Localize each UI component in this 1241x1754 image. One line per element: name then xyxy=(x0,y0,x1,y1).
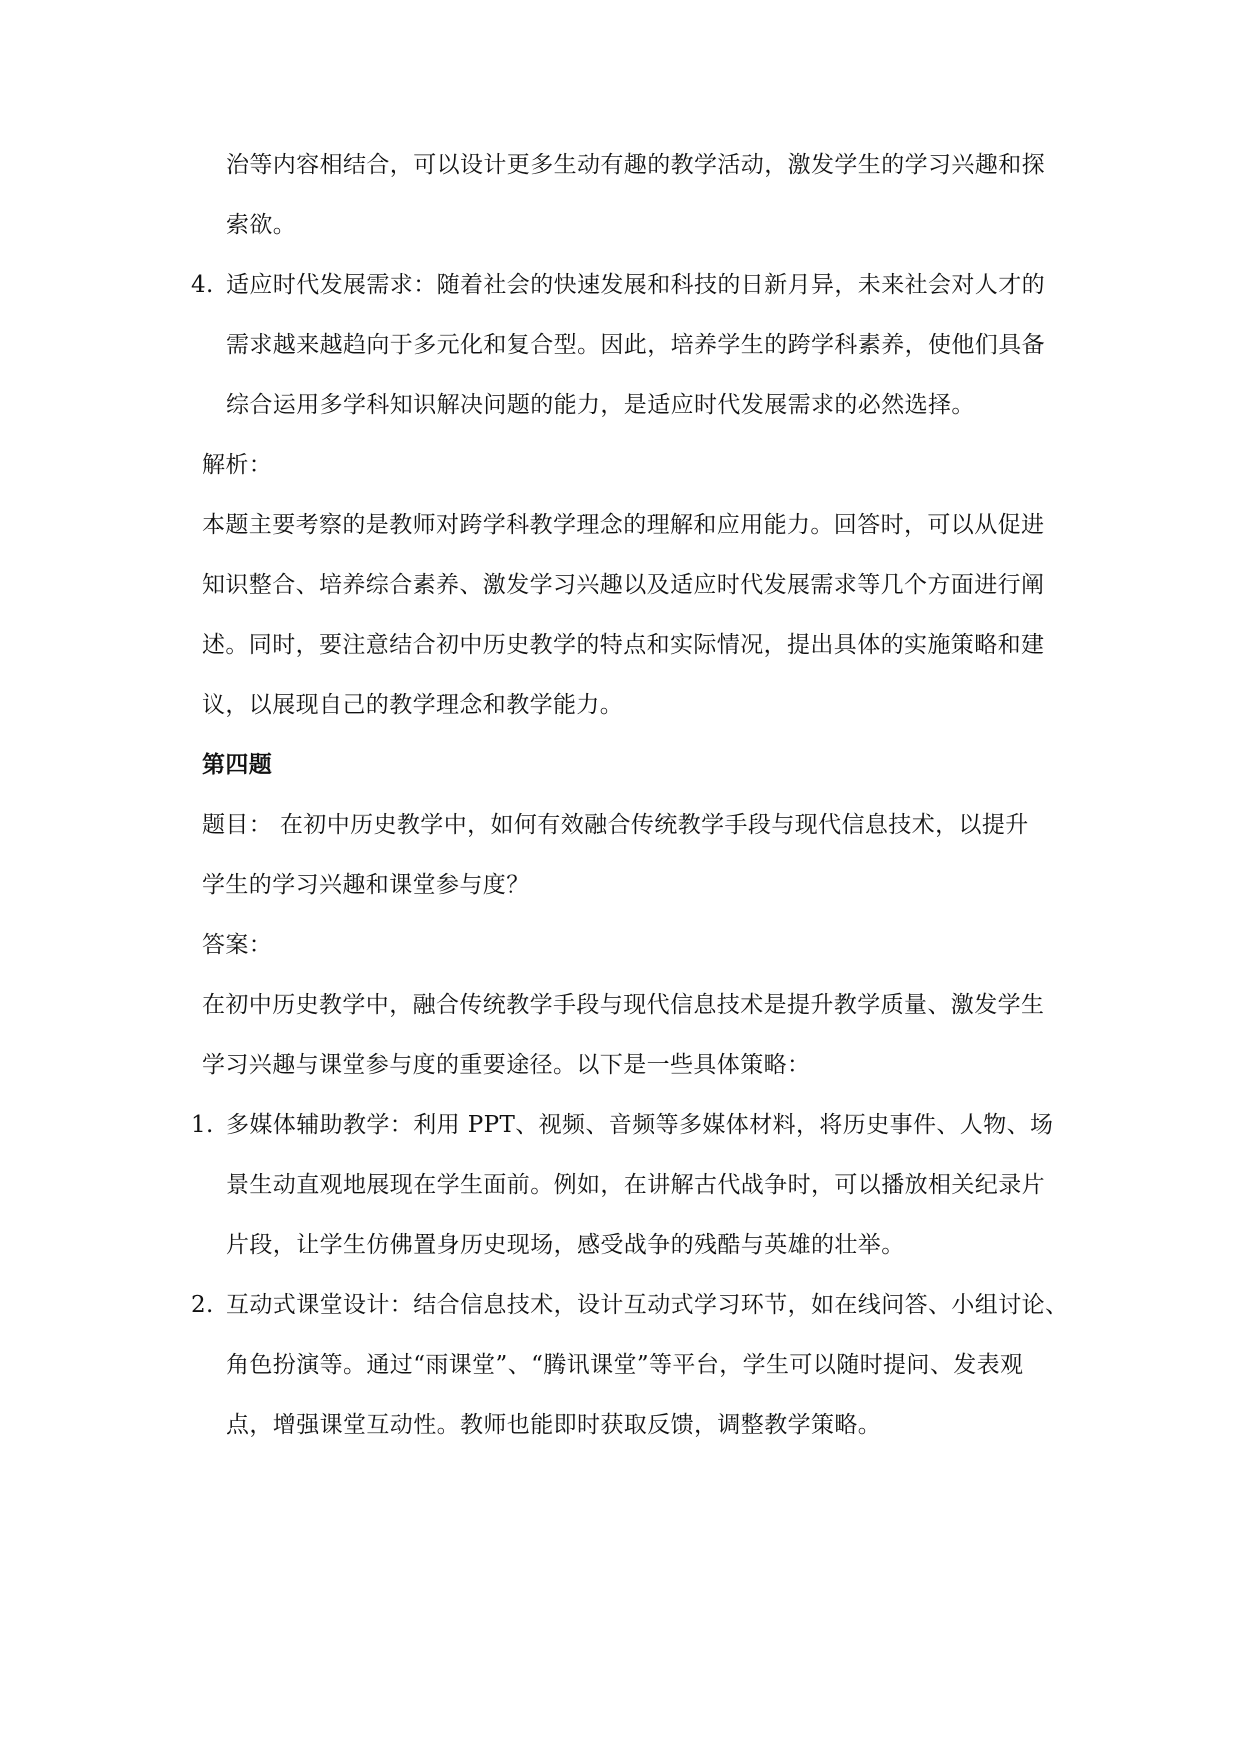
question-line: 学生的学习兴趣和课堂参与度？ xyxy=(202,872,530,898)
item3-line2: 索欲。 xyxy=(226,212,297,238)
point2-line: 互动式课堂设计：结合信息技术，设计互动式学习环节，如在线问答、小组讨论、 xyxy=(226,1292,1069,1318)
item4-number: 4. xyxy=(191,272,214,298)
point2-line: 点，增强课堂互动性。教师也能即时获取反馈，调整教学策略。 xyxy=(226,1412,882,1438)
item3-line1: 治等内容相结合，可以设计更多生动有趣的教学活动，激发学生的学习兴趣和探 xyxy=(226,152,1045,178)
point1-line: 片段，让学生仿佛置身历史现场，感受战争的残酷与英雄的壮举。 xyxy=(226,1232,905,1258)
item4-line3: 综合运用多学科知识解决问题的能力，是适应时代发展需求的必然选择。 xyxy=(226,392,975,418)
point1-line: 景生动直观地展现在学生面前。例如，在讲解古代战争时，可以播放相关纪录片 xyxy=(226,1172,1045,1198)
answer-intro-line: 在初中历史教学中，融合传统教学手段与现代信息技术是提升教学质量、激发学生 xyxy=(202,992,1045,1018)
question-heading: 第四题 xyxy=(202,751,273,778)
point1-line: 多媒体辅助教学：利用 PPT、视频、音频等多媒体材料，将历史事件、人物、场 xyxy=(226,1112,1054,1138)
item4-line1: 适应时代发展需求：随着社会的快速发展和科技的日新月异，未来社会对人才的 xyxy=(226,272,1045,298)
point2-number: 2. xyxy=(191,1292,214,1318)
item4-line2: 需求越来越趋向于多元化和复合型。因此，培养学生的跨学科素养，使他们具备 xyxy=(226,332,1045,358)
point2-line: 角色扮演等。通过“雨课堂”、“腾讯课堂”等平台，学生可以随时提问、发表观 xyxy=(226,1352,1024,1378)
point1-number: 1. xyxy=(191,1112,214,1138)
analysis-line: 议，以展现自己的教学理念和教学能力。 xyxy=(202,692,624,718)
analysis-label: 解析： xyxy=(202,452,273,478)
answer-label: 答案： xyxy=(202,932,273,958)
analysis-line: 本题主要考察的是教师对跨学科教学理念的理解和应用能力。回答时，可以从促进 xyxy=(202,512,1045,538)
analysis-line: 述。同时，要注意结合初中历史教学的特点和实际情况，提出具体的实施策略和建 xyxy=(202,632,1045,658)
analysis-line: 知识整合、培养综合素养、激发学习兴趣以及适应时代发展需求等几个方面进行阐 xyxy=(202,572,1045,598)
answer-intro-line: 学习兴趣与课堂参与度的重要途径。以下是一些具体策略： xyxy=(202,1052,811,1078)
question-line: 题目： 在初中历史教学中，如何有效融合传统教学手段与现代信息技术，以提升 xyxy=(202,812,1029,838)
